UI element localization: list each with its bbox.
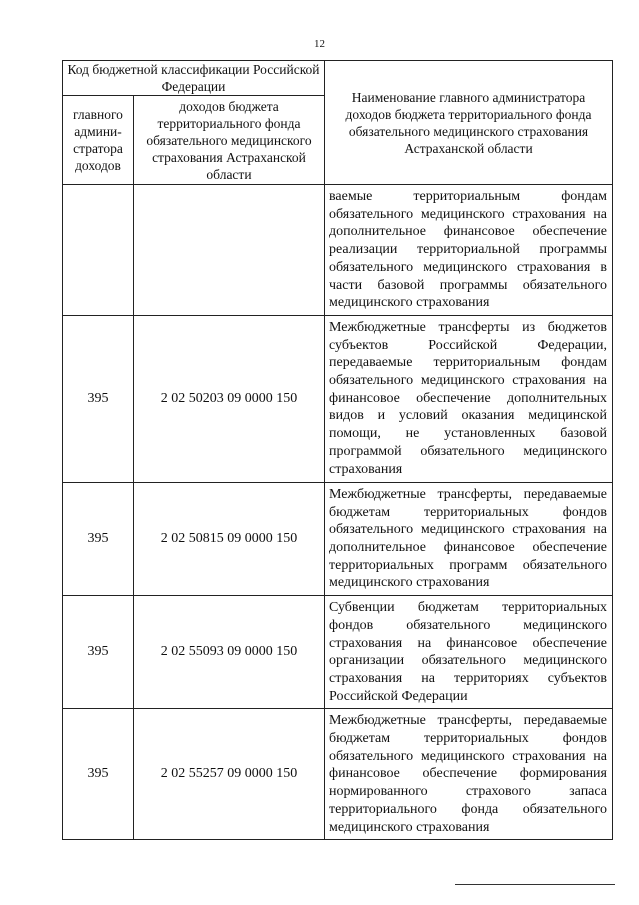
header-name: Наименование главного администратора доходов бюджета территориального фонда обязательного медицинского страхования Астраханской области — [325, 61, 613, 185]
name-cell: Межбюджетные трансферты, передаваемые бюджетам территориальных фондов обязательного медицинского страхования на финансовое обеспечение формирования нормированного страхового запаса территориального фонда обязательного медицинского страхования — [325, 709, 613, 840]
admin-code-cell: 395 — [63, 482, 134, 595]
budget-classification-table — [62, 60, 613, 840]
header-row-group — [63, 61, 613, 96]
header-code-group: Код бюджетной классификации Российской Федерации — [63, 61, 325, 96]
income-code-cell: 2 02 55093 09 0000 150 — [134, 596, 325, 709]
table-row — [63, 709, 613, 840]
table-row — [63, 482, 613, 595]
name-cell: Межбюджетные трансферты, передаваемые бюджетам территориальных фондов обязательного медицинского страхования на дополнительное финансовое обеспечение территориальных программ обязательного медицинского страхования — [325, 482, 613, 595]
income-code-cell: 2 02 55257 09 0000 150 — [134, 709, 325, 840]
income-code-cell — [134, 185, 325, 316]
income-code-cell: 2 02 50203 09 0000 150 — [134, 315, 325, 482]
income-code-cell: 2 02 50815 09 0000 150 — [134, 482, 325, 595]
admin-code-cell: 395 — [63, 709, 134, 840]
admin-code-cell: 395 — [63, 596, 134, 709]
table-row — [63, 315, 613, 482]
name-cell: Субвенции бюджетам территориальных фондов обязательного медицинского страхования на финансовое обеспечение организации обязательного медицинского страхования на территориях субъектов Российской Федерации — [325, 596, 613, 709]
page-number: 12 — [314, 38, 325, 50]
table-row — [63, 596, 613, 709]
name-cell: Межбюджетные трансферты из бюджетов субъектов Российской Федерации, передаваемые территориальным фондам обязательного медицинского страхования на финансовое обеспечение дополнительных видов и условий оказания медицинской помощи, не установленных базовой программой обязательного медицинского страхования — [325, 315, 613, 482]
table-row — [63, 185, 613, 316]
footer-divider — [455, 884, 615, 885]
header-income: доходов бюджета территориального фонда обязательного медицинского страхования Астраханской области — [134, 96, 325, 185]
header-admin: главного админи-стратора доходов — [63, 96, 134, 185]
name-cell: ваемые территориальным фондам обязательного медицинского страхования на дополнительное финансовое обеспечение реализации территориальной программы обязательного медицинского страхования в части базовой программы обязательного медицинского страхования — [325, 185, 613, 316]
admin-code-cell: 395 — [63, 315, 134, 482]
admin-code-cell — [63, 185, 134, 316]
